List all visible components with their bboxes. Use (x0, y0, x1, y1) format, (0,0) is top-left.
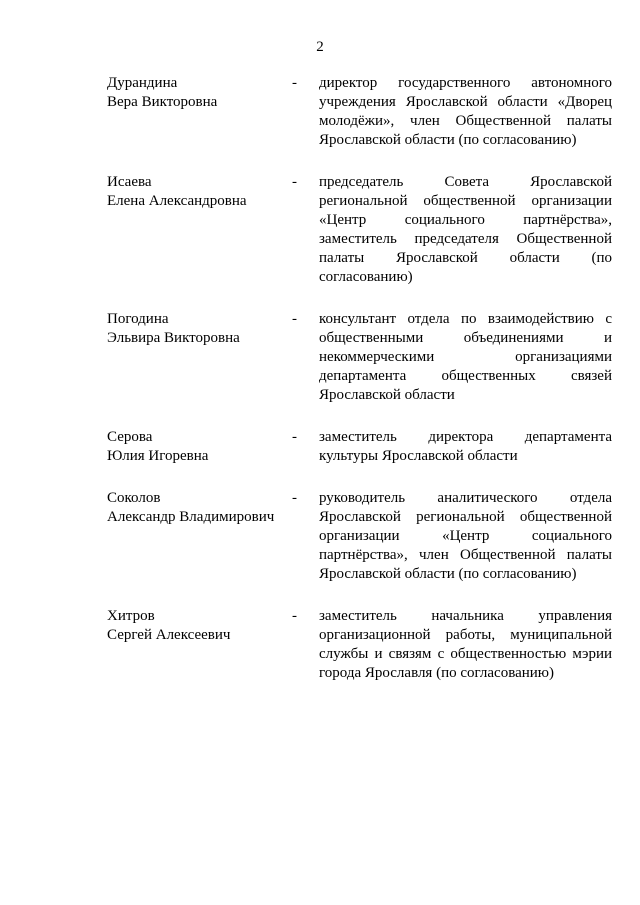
member-given-names: Сергей Алексеевич (107, 627, 231, 643)
member-name (107, 607, 292, 645)
member-name (107, 173, 292, 211)
member-list (107, 74, 612, 706)
member-dash: - (292, 174, 297, 190)
member-surname: Исаева (107, 174, 152, 190)
member-entry (107, 173, 612, 287)
member-entry (107, 310, 612, 405)
member-role: председатель Совета Ярославской региональной общественной организации «Центр социального партнёрства», заместитель председателя Общественной палаты Ярославской области (по согласованию) (319, 174, 612, 285)
member-given-names: Александр Владимирович (107, 509, 275, 525)
member-dash: - (292, 490, 297, 506)
member-name (107, 428, 292, 466)
member-role: заместитель начальника управления организационной работы, муниципальной службы и связям с общественностью мэрии города Ярославля (по согласованию) (319, 608, 612, 681)
member-role: руководитель аналитического отдела Ярославской региональной общественной организации «Центр социального партнёрства», член Общественной палаты Ярославской области (по согласованию) (319, 490, 612, 582)
member-given-names: Эльвира Викторовна (107, 330, 240, 346)
member-name (107, 74, 292, 112)
member-dash: - (292, 75, 297, 91)
member-given-names: Вера Викторовна (107, 94, 218, 110)
member-role: заместитель директора департамента культуры Ярославской области (319, 429, 612, 464)
member-role: консультант отдела по взаимодействию с общественными объединениями и некоммерческими организациями департамента общественных связей Ярославской области (319, 311, 612, 403)
member-entry (107, 428, 612, 466)
member-role: директор государственного автономного учреждения Ярославской области «Дворец молодёжи», член Общественной палаты Ярославской области (по согласованию) (319, 75, 612, 148)
member-surname: Серова (107, 429, 153, 445)
member-entry (107, 607, 612, 683)
member-dash: - (292, 429, 297, 445)
member-surname: Соколов (107, 490, 161, 506)
member-dash: - (292, 311, 297, 327)
member-given-names: Елена Александровна (107, 193, 247, 209)
member-entry (107, 489, 612, 584)
member-surname: Дурандина (107, 75, 178, 91)
member-surname: Хитров (107, 608, 155, 624)
member-entry (107, 74, 612, 150)
member-name (107, 489, 292, 527)
page-number: 2 (316, 39, 324, 55)
member-given-names: Юлия Игоревна (107, 448, 209, 464)
member-dash: - (292, 608, 297, 624)
member-name (107, 310, 292, 348)
member-surname: Погодина (107, 311, 169, 327)
